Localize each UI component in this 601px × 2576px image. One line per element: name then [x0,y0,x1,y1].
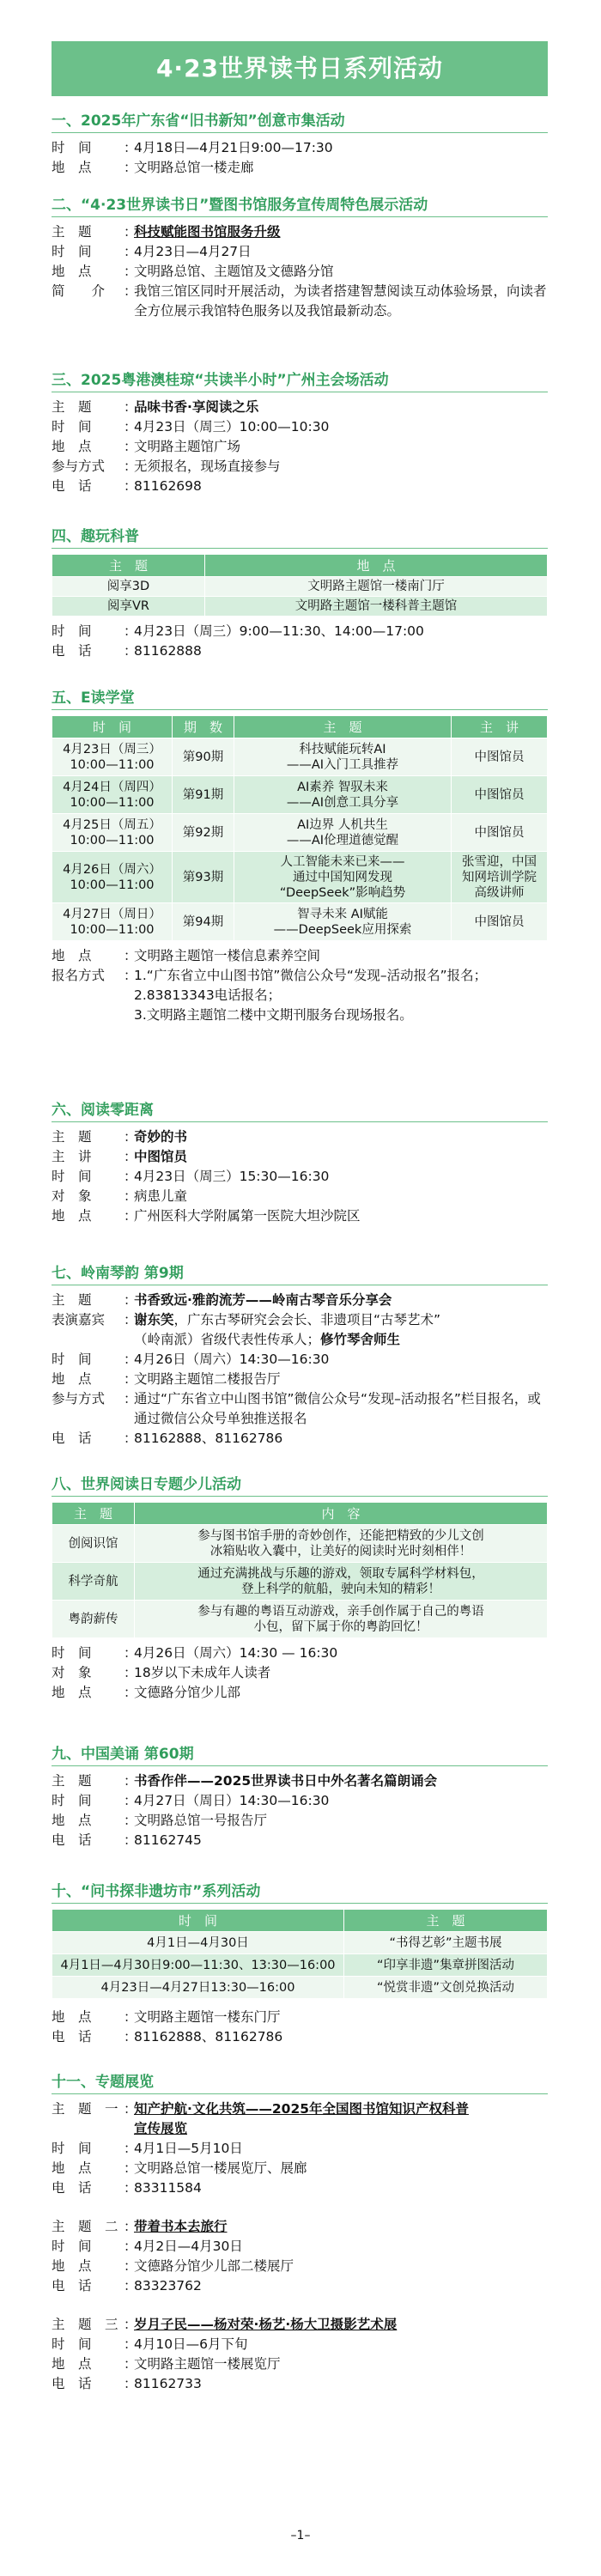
table-header: 主 题 [234,716,452,738]
section-title: 三、2025粤港澳桂琼“共读半小时”广州主会场活动 [52,372,389,389]
topic-label: 主 题 [52,1773,92,1789]
topic-row: 主 题 ： 科技赋能图书馆服务升级 [52,222,548,242]
intro-label: 简 介 [52,283,106,299]
table-row [52,577,548,597]
table-row [52,776,548,814]
phone-row: 电 话 ： 81162698 [52,477,548,496]
theme-cell: 创阅识馆 [52,1525,135,1563]
phone-row: 电 话 ： 83323762 [52,2276,548,2296]
topic-label: 主 题 [52,399,92,415]
topic-value: 书香作伴——2025世界读书日中外名著名篇朗诵会 [134,1773,438,1789]
place-value: 文明路总馆一楼展览厅、展廊 [134,2160,307,2176]
topic-row: 主 题 ： 书香作伴——2025世界读书日中外名著名篇朗诵会 [52,1771,548,1791]
topic-row: 主 题 二 ： 带着书本去旅行 [52,2217,548,2237]
content-line: 参与图书馆手册的奇妙创作，还能把精致的少儿文创 [197,1528,484,1543]
time-label: 时 间 [52,2239,92,2254]
table-row [52,738,548,776]
date-cell [52,903,173,941]
table-row [52,1601,548,1638]
signup-row: 报名方式 ： 1.“广东省立中山图书馆”微信公众号“发现–活动报名”报名； 2.83813343电话报名； 3.文明路主题馆二楼中文期刊服务台现场报名。 [52,966,548,1025]
table-cell: 文明路主题馆一楼科普主题馆 [205,597,548,617]
place-label: 地 点 [52,264,92,279]
section-divider [52,1121,548,1122]
section-10 [52,1880,548,2047]
time-row: 时 间 ： 4月27日（周日）14:30—16:30 [52,1791,548,1811]
table-header: 主 题 [344,1910,548,1932]
place-label: 地 点 [52,439,92,454]
target-value: 病患儿童 [134,1188,188,1204]
place-label: 地 点 [52,948,92,963]
time-label: 时 间 [52,419,92,434]
section-divider [52,709,548,710]
time-label: 时 间 [52,623,92,639]
issue-cell: 第94期 [173,903,234,941]
phone-row: 电 话 ： 81162745 [52,1831,548,1850]
content-cell [135,1525,548,1563]
section-divider [52,1765,548,1766]
time-row: 时 间 ： 4月23日（周三）10:00—10:30 [52,417,548,437]
topic-value: 奇妙的书 [134,1129,188,1145]
place-row: 地 点 ： 文明路总馆一楼展览厅、展廊 [52,2159,548,2178]
time-value: 4月2日—4月30日 [134,2239,243,2254]
table-header: 主 题 [52,1503,135,1525]
table-row [52,1932,548,1954]
signup-value: 通过“广东省立中山图书馆”微信公众号“发现–活动报名”栏目报名，或通过微信公众号单独推送报名 [134,1391,541,1426]
place-value: 广州医科大学附属第一医院大坦沙院区 [134,1208,361,1224]
topic-line: ——DeepSeek应用探索 [273,922,412,937]
phone-value: 81162888 [134,643,202,659]
section-title: 十、“问书探非遗坊市”系列活动 [52,1883,261,1900]
speaker-cell: 中图馆员 [452,738,548,776]
speaker-cell [452,852,548,903]
section-7 [52,1262,548,1449]
topic-line: 智寻未来 AI赋能 [297,907,388,921]
place-label: 地 点 [52,2356,92,2372]
topic-line: 科技赋能玩转AI [299,742,386,756]
place-row: 地 点 ： 文明路主题馆一楼东门厅 [52,2008,548,2027]
time-label: 时 间 [52,1352,92,1367]
table-row [52,1954,548,1977]
phone-row: 电 话 ： 83311584 [52,2178,548,2198]
section-8 [52,1473,548,1703]
speaker-cell: 中图馆员 [452,814,548,852]
topic-label: 主 题 三 [52,2317,118,2332]
time-value: 4月18日—4月21日9:00—17:30 [134,140,333,155]
date-cell [52,776,173,814]
time-row: 时 间 ： 4月23日—4月27日 [52,242,548,262]
time-row: 时 间 ： 4月1日—5月10日 [52,2139,548,2159]
table-row [52,1525,548,1563]
topic-value: 岁月子民——杨对荣·杨艺·杨大卫摄影艺术展 [134,2317,398,2332]
topic-value: 书香致远·雅韵流芳——岭南古琴音乐分享会 [134,1292,392,1308]
signup-label: 参与方式 [52,459,106,474]
intro-value: 我馆三馆区同时开展活动，为读者搭建智慧阅读互动体验场景，向读者全方位展示我馆特色服务以及我馆最新动态。 [134,283,547,319]
speaker-line: 高级讲师 [474,885,525,900]
section-title: 五、E读学堂 [52,690,135,707]
topic-label: 主 题 一 [52,2101,118,2117]
time-row: 时 间 ： 4月23日（周三）9:00—11:30、14:00—17:00 [52,622,548,641]
section-3 [52,369,548,496]
guest-label: 表演嘉宾 [52,1312,106,1327]
section-title: 二、“4·23世界读书日”暨图书馆服务宣传周特色展示活动 [52,197,428,214]
table-header: 内 容 [135,1503,548,1525]
date-cell [52,852,173,903]
section-title: 四、趣玩科普 [52,528,139,545]
date-cell [52,738,173,776]
topic-cell [234,814,452,852]
time-label: 时 间 [52,1645,92,1661]
phone-label: 电 话 [52,2278,92,2293]
time-label: 时 间 [52,1169,92,1184]
signup-row: 参与方式 ： 通过“广东省立中山图书馆”微信公众号“发现–活动报名”栏目报名，或通过微信公众号单独推送报名 [52,1389,548,1429]
time-value: 4月23日（周三）9:00—11:30、14:00—17:00 [134,623,424,639]
phone-label: 电 话 [52,643,92,659]
table-header: 期 数 [173,716,234,738]
speaker-line: 张雪迎，中国 [462,854,537,869]
section-title: 六、阅读零距离 [52,1102,154,1119]
guest-value [134,1310,548,1350]
place-value: 文明路总馆一楼走廊 [134,160,254,175]
signup-label: 参与方式 [52,1391,106,1406]
place-row: 地 点 ： 文明路总馆一号报告厅 [52,1811,548,1831]
place-row: 地 点 ： 广州医科大学附属第一医院大坦沙院区 [52,1206,548,1226]
phone-label: 电 话 [52,1832,92,1848]
phone-value: 81162745 [134,1832,202,1848]
content-line: 冰箱贴收入囊中，让美好的阅读时光时刻相伴！ [209,1544,472,1558]
speaker-cell: 中图馆员 [452,776,548,814]
place-value: 文明路主题馆一楼信息素养空间 [134,948,321,963]
place-label: 地 点 [52,1813,92,1828]
phone-label: 电 话 [52,478,92,494]
topic-line: AI边界 人机共生 [297,817,388,832]
topic-line: 人工智能未来已来—— [280,854,405,869]
table-cell: 4月23日—4月27日13:30—16:00 [52,1977,344,1999]
topic-label: 主 题 [52,1292,92,1308]
table-cell: 4月1日—4月30日9:00—11:30、13:30—16:00 [52,1954,344,1977]
table-header: 主 讲 [452,716,548,738]
place-label: 地 点 [52,2160,92,2176]
place-value: 文明路总馆、主题馆及文德路分馆 [134,264,334,279]
section-6 [52,1099,548,1226]
place-value: 文明路总馆一号报告厅 [134,1813,268,1828]
time-row: 时 间 ： 4月26日（周六）14:30 — 16:30 [52,1643,548,1663]
page-number: –1– [290,2529,311,2543]
theme-cell: 科学奇航 [52,1563,135,1601]
place-value: 文德路分馆少儿部二楼展厅 [134,2258,294,2274]
table-cell: “书得艺彰”主题书展 [344,1932,548,1954]
topic-cell [234,903,452,941]
place-row: 地 点 ： 文明路主题馆一楼展览厅 [52,2354,548,2374]
time-value: 4月27日（周日）14:30—16:30 [134,1793,330,1808]
topic-value: 科技赋能图书馆服务升级 [134,224,281,240]
section-9 [52,1743,548,1850]
signup-row: 参与方式 ： 无须报名，现场直接参与 [52,457,548,477]
place-value: 文明路主题馆一楼东门厅 [134,2009,281,2025]
content-line: 小包，留下属于你的粤韵回忆！ [253,1619,428,1634]
time-value: 4月23日（周三）10:00—10:30 [134,419,330,434]
topic-row: 主 题 ： 奇妙的书 [52,1127,548,1147]
table-cell: “悦赏非遗”文创兑换活动 [344,1977,548,1999]
phone-row: 电 话 ： 81162888、81162786 [52,2027,548,2047]
date-text: 4月25日（周五） [63,817,161,832]
table-cell: 阅享VR [52,597,205,617]
date-cell [52,814,173,852]
topic-line: ——AI创意工具分享 [286,795,399,810]
topic-row: 主 题 三 ： 岁月子民——杨对荣·杨艺·杨大卫摄影艺术展 [52,2315,548,2335]
place-value: 文德路分馆少儿部 [134,1685,241,1700]
phone-row: 电 话 ： 81162733 [52,2374,548,2394]
content-line: 登上科学的航船，驶向未知的精彩！ [241,1582,440,1596]
time-label: 时 间 [52,1793,92,1808]
section-2 [52,194,548,321]
content-line: 参与有趣的粤语互动游戏，亲手创作属于自己的粤语 [197,1604,484,1619]
speaker-line: 知网培训学院 [462,870,537,884]
guest-desc: ，广东古琴研究会会长、非遗项目“古琴艺术” [173,1312,441,1327]
target-label: 对 象 [52,1665,92,1680]
time-value: 4月26日（周六）14:30—16:30 [134,1352,330,1367]
topic-cell [234,776,452,814]
time-label: 时 间 [52,244,92,259]
table-cell: “印享非遗”集章拼图活动 [344,1954,548,1977]
date-text: 4月27日（周日） [63,907,161,921]
target-row: 对 象 ： 病患儿童 [52,1187,548,1206]
section-5 [52,687,548,1025]
topic-cell [234,738,452,776]
signup-value: 无须报名，现场直接参与 [134,459,281,474]
topic-value [134,2099,548,2139]
topic-line: 通过中国知网发现 [293,870,392,884]
section-divider [52,1496,548,1497]
place-label: 地 点 [52,1685,92,1700]
topic-label: 主 题 二 [52,2219,118,2234]
phone-value: 83311584 [134,2180,202,2196]
time-value: 4月26日（周六）14:30 — 16:30 [134,1645,338,1661]
time-row: 时 间 ： 4月23日（周三）15:30—16:30 [52,1167,548,1187]
topic-line: AI素养 智驭未来 [297,780,388,794]
section-divider [52,1903,548,1904]
place-row: 地 点 ： 文明路总馆一楼走廊 [52,158,548,178]
time-value: 4月23日—4月27日 [134,244,252,259]
place-label: 地 点 [52,2258,92,2274]
time-row: 时 间 ： 4月18日—4月21日9:00—17:30 [52,138,548,158]
table-row [52,852,548,903]
section-11 [52,2071,548,2394]
topic-line: 宣传展览 [134,2121,188,2136]
section-divider [52,2093,548,2094]
place-value: 文明路主题馆广场 [134,439,241,454]
topic-row: 主 题 ： 书香致远·雅韵流芳——岭南古琴音乐分享会 [52,1291,548,1310]
signup-line: 1.“广东省立中山图书馆”微信公众号“发现–活动报名”报名； [134,968,488,983]
time-label: 时 间 [52,140,92,155]
phone-row: 电 话 ： 81162888 [52,641,548,661]
issue-cell: 第92期 [173,814,234,852]
phone-label: 电 话 [52,1431,92,1446]
signup-line: 2.83813343电话报名； [134,987,282,1003]
topic-line: 知产护航·文化共筑——2025年全国图书馆知识产权科普 [134,2101,470,2117]
issue-cell: 第93期 [173,852,234,903]
content-line: 通过充满挑战与乐趣的游戏，领取专属科学材料包， [197,1566,484,1581]
table-cell: 4月1日—4月30日 [52,1932,344,1954]
topic-line: ——AI入门工具推荐 [286,757,399,772]
speaker-value: 中图馆员 [134,1149,188,1164]
place-label: 地 点 [52,1371,92,1387]
table-cell: 阅享3D [52,577,205,597]
section-title: 一、2025年广东省“旧书新知”创意市集活动 [52,112,345,130]
phone-value: 81162698 [134,478,202,494]
time-label: 时 间 [52,2141,92,2156]
intro-row: 简 介 ： 我馆三馆区同时开展活动，为读者搭建智慧阅读互动体验场景，向读者全方位展示我馆特色服务以及我馆最新动态。 [52,282,548,321]
table-row [52,1563,548,1601]
topic-row: 主 题 ： 品味书香·享阅读之乐 [52,398,548,417]
table-header: 地 点 [205,555,548,577]
hours-text: 10:00—11:00 [70,757,155,772]
table-header: 时 间 [52,1910,344,1932]
place-row: 地 点 ： 文明路总馆、主题馆及文德路分馆 [52,262,548,282]
date-text: 4月24日（周四） [63,780,161,794]
section-title: 七、岭南琴韵 第9期 [52,1265,184,1282]
guest-row: 表演嘉宾 ： 谢东笑，广东古琴研究会会长、非遗项目“古琴艺术” （岭南派）省级代表性传承人；修竹琴舍师生 [52,1310,548,1350]
topic-value: 品味书香·享阅读之乐 [134,399,259,415]
section-title: 八、世界阅读日专题少儿活动 [52,1476,241,1493]
signup-value [134,966,548,1025]
time-value: 4月10日—6月下旬 [134,2336,248,2352]
kids-table [52,1502,548,1638]
phone-value: 81162888、81162786 [134,1431,283,1446]
table-header: 时 间 [52,716,173,738]
issue-cell: 第90期 [173,738,234,776]
topic-line: ——AI伦理道德觉醒 [286,833,399,848]
place-row: 地 点 ： 文德路分馆少儿部二楼展厅 [52,2257,548,2276]
phone-row: 电 话 ： 81162888、81162786 [52,1429,548,1449]
time-row: 时 间 ： 4月10日—6月下旬 [52,2335,548,2354]
place-row: 地 点 ： 文明路主题馆二楼报告厅 [52,1370,548,1389]
target-value: 18岁以下未成年人读者 [134,1665,271,1680]
place-row: 地 点 ： 文明路主题馆一楼信息素养空间 [52,946,548,966]
table-cell: 文明路主题馆一楼南门厅 [205,577,548,597]
topic-row: 主 题 一 ： 知产护航·文化共筑——2025年全国图书馆知识产权科普 宣传展览 [52,2099,548,2139]
guest-org: 修竹琴舍师生 [320,1332,401,1347]
time-row: 时 间 ： 4月2日—4月30日 [52,2237,548,2257]
speaker-cell: 中图馆员 [452,903,548,941]
time-row: 时 间 ： 4月26日（周六）14:30—16:30 [52,1350,548,1370]
theme-cell: 粤韵薪传 [52,1601,135,1638]
target-row: 对 象 ： 18岁以下未成年人读者 [52,1663,548,1683]
time-value: 4月23日（周三）15:30—16:30 [134,1169,330,1184]
page-title: 4·23世界读书日系列活动 [52,41,548,96]
phone-value: 81162733 [134,2376,202,2391]
place-row: 地 点 ： 文明路主题馆广场 [52,437,548,457]
place-label: 地 点 [52,160,92,175]
table-row [52,597,548,617]
table-row [52,1977,548,1999]
time-value: 4月1日—5月10日 [134,2141,243,2156]
phone-label: 电 话 [52,2376,92,2391]
content-cell [135,1601,548,1638]
section-1 [52,110,548,178]
date-text: 4月23日（周三） [63,742,161,756]
target-label: 对 象 [52,1188,92,1204]
section-divider [52,216,548,217]
topic-label: 主 题 [52,224,92,240]
section-divider [52,132,548,133]
signup-line: 3.文明路主题馆二楼中文期刊服务台现场报名。 [134,1007,413,1023]
section-title: 十一、专题展览 [52,2074,154,2091]
place-value: 文明路主题馆二楼报告厅 [134,1371,281,1387]
place-label: 地 点 [52,2009,92,2025]
hours-text: 10:00—11:00 [70,878,155,892]
phone-value: 81162888、81162786 [134,2029,283,2044]
guest-name: 谢东笑 [134,1312,174,1327]
hours-text: 10:00—11:00 [70,922,155,937]
topic-line: “DeepSeek”影响趋势 [279,885,406,900]
place-value: 文明路主题馆一楼展览厅 [134,2356,281,2372]
signup-label: 报名方式 [52,968,106,983]
phone-label: 电 话 [52,2180,92,2196]
speaker-row: 主 讲 ： 中图馆员 [52,1147,548,1167]
guest-desc: （岭南派）省级代表性传承人； [134,1332,321,1347]
phone-value: 83323762 [134,2278,202,2293]
place-label: 地 点 [52,1208,92,1224]
phone-label: 电 话 [52,2029,92,2044]
table-row [52,903,548,941]
section-4 [52,526,548,661]
date-text: 4月26日（周六） [63,862,161,877]
content-cell [135,1563,548,1601]
place-row: 地 点 ： 文德路分馆少儿部 [52,1683,548,1703]
time-label: 时 间 [52,2336,92,2352]
section-divider [52,548,548,549]
issue-cell: 第91期 [173,776,234,814]
heritage-table [52,1909,548,1999]
science-table [52,554,548,617]
hours-text: 10:00—11:00 [70,833,155,848]
speaker-label: 主 讲 [52,1149,92,1164]
table-row [52,814,548,852]
topic-label: 主 题 [52,1129,92,1145]
e-class-table [52,715,548,941]
table-header: 主 题 [52,555,205,577]
topic-cell [234,852,452,903]
topic-value: 带着书本去旅行 [134,2219,228,2234]
section-title: 九、中国美诵 第60期 [52,1746,194,1763]
hours-text: 10:00—11:00 [70,795,155,810]
